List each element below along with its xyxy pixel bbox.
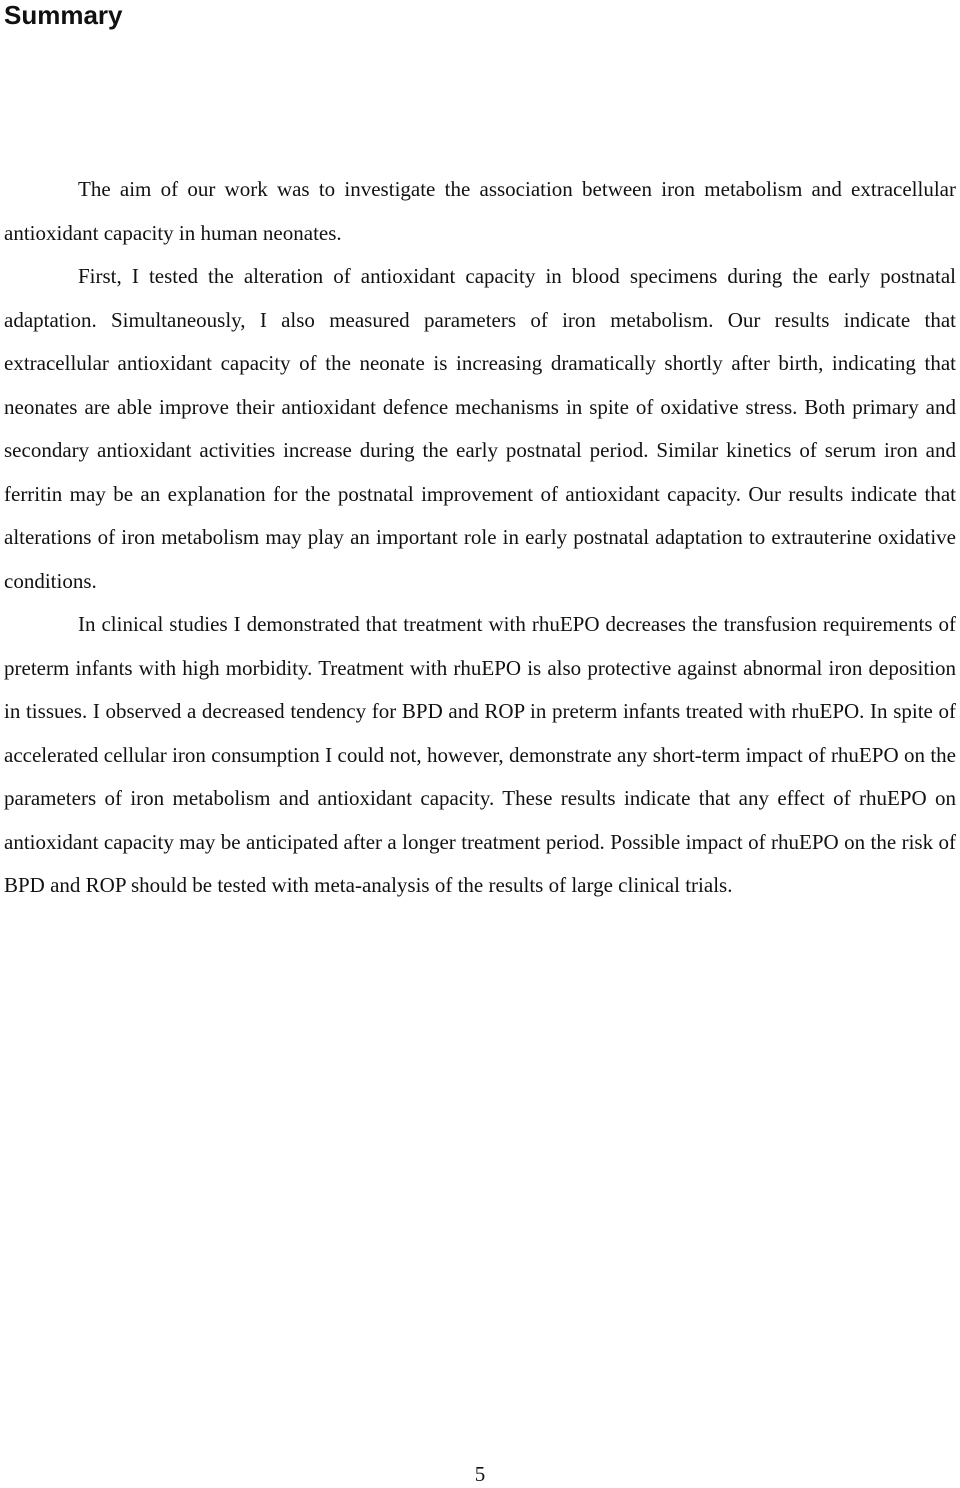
paragraph-clinical-studies: In clinical studies I demonstrated that treatment with rhuEPO decreases the transfusion requirements of preterm infants with high morbidity. Treatment with rhuEPO is also protective against abnormal iron deposition in tissues. I observed a decreased tendency for BPD and ROP in preterm infants treated with rhuEPO. In spite of accelerated cellular iron consumption I could not, however, demonstrate any short-term impact of rhuEPO on the parameters of iron metabolism and antioxidant capacity. These results indicate that any effect of rhuEPO on antioxidant capacity may be anticipated after a longer treatment period. Possible impact of rhuEPO on the risk of BPD and ROP should be tested with meta-analysis of the results of large clinical trials. [4,612,956,897]
summary-body [4,168,956,908]
section-heading: Summary [4,0,123,30]
page-number: 5 [474,1462,486,1486]
paragraph-aim: The aim of our work was to investigate the association between iron metabolism and extracellular antioxidant capacity in human neonates. [4,177,956,245]
paragraph-antioxidant-study: First, I tested the alteration of antioxidant capacity in blood specimens during the early postnatal adaptation. Simultaneously, I also measured parameters of iron metabolism. Our results indicate that extracellular antioxidant capacity of the neonate is increasing dramatically shortly after birth, indicating that neonates are able improve their antioxidant defence mechanisms in spite of oxidative stress. Both primary and secondary antioxidant activities increase during the early postnatal period. Similar kinetics of serum iron and ferritin may be an explanation for the postnatal improvement of antioxidant capacity. Our results indicate that alterations of iron metabolism may play an important role in early postnatal adaptation to extrauterine oxidative conditions. [4,264,956,593]
